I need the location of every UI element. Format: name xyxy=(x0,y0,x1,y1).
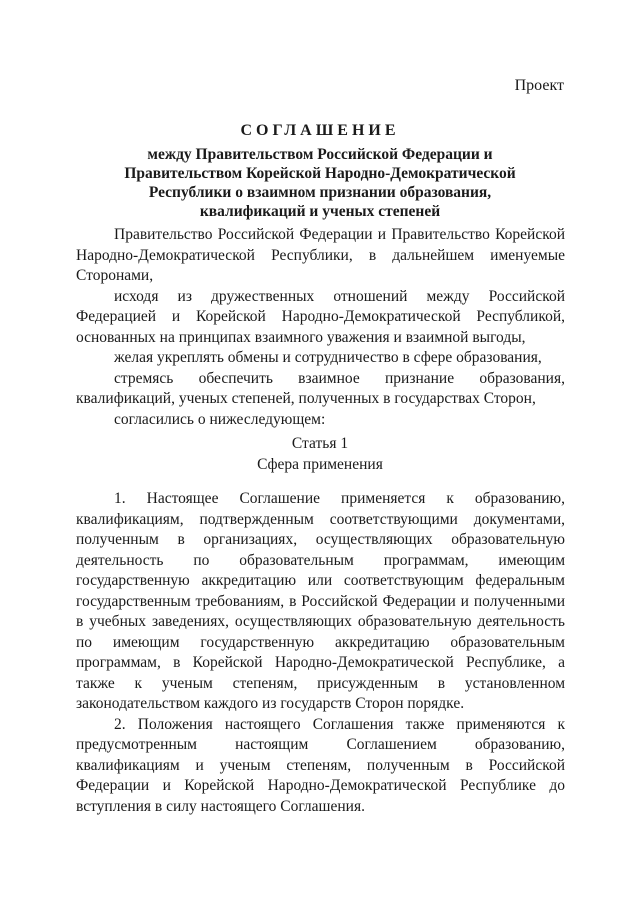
article-1-clause-1: 1. Настоящее Соглашение применяется к образованию, квалификациям, подтвержденным соответствующими документами, полученным в организациях, осуществляющих образовательную деятельность по образовательным программам, имеющим государственную аккредитацию или соответствующим федеральным государственным требованиям, в Российской Федерации и полученными в учебных заведениях, осуществляющих образовательную деятельность по имеющим государственную аккредитацию образовательным программам, в Корейской Народно-Демократической Республике, а также к ученым степеням, присужденным в установленном законодательством каждого из государств Сторон порядке. xyxy=(76,490,565,712)
article-1-clause-2: 2. Положения настоящего Соглашения также применяются к предусмотренным настоящим Соглашением образованию, квалификациям и ученым степеням, полученным в Российской Федерации и Корейской Народно-Демократической Республике до вступления в силу настоящего Соглашения. xyxy=(76,715,565,815)
article-number: Статья 1 xyxy=(291,435,349,452)
preamble-paragraph-exchanges: желая укреплять обмены и сотрудничество в сфере образования, xyxy=(114,349,542,366)
article-1-heading xyxy=(0,434,640,475)
preamble-paragraph-agreed: согласились о нижеследующем: xyxy=(114,410,326,428)
draft-label: Проект xyxy=(514,77,564,94)
preamble xyxy=(76,225,565,430)
document-title: СОГЛАШЕНИЕ xyxy=(240,122,400,139)
preamble-paragraph-relations: исходя из дружественных отношений между Российской Федерацией и Корейской Народно-Демократической Республикой, основанных на принципах взаимного уважения и взаимной выгоды, xyxy=(76,287,565,346)
preamble-paragraph-recognition: стремясь обеспечить взаимное признание образования, квалификаций, ученых степеней, полученных в государствах Сторон, xyxy=(76,369,565,407)
article-1-body xyxy=(76,489,565,817)
preamble-paragraph-parties: Правительство Российской Федерации и Правительство Корейской Народно-Демократической Республики, в дальнейшем именуемые Сторонами, xyxy=(76,226,565,284)
article-title: Сфера применения xyxy=(257,455,383,473)
document-subtitle: между Правительством Российской Федерации и Правительством Корейской Народно-Демократической Республики о взаимном признании образования, квалификаций и ученых степеней xyxy=(124,146,516,220)
